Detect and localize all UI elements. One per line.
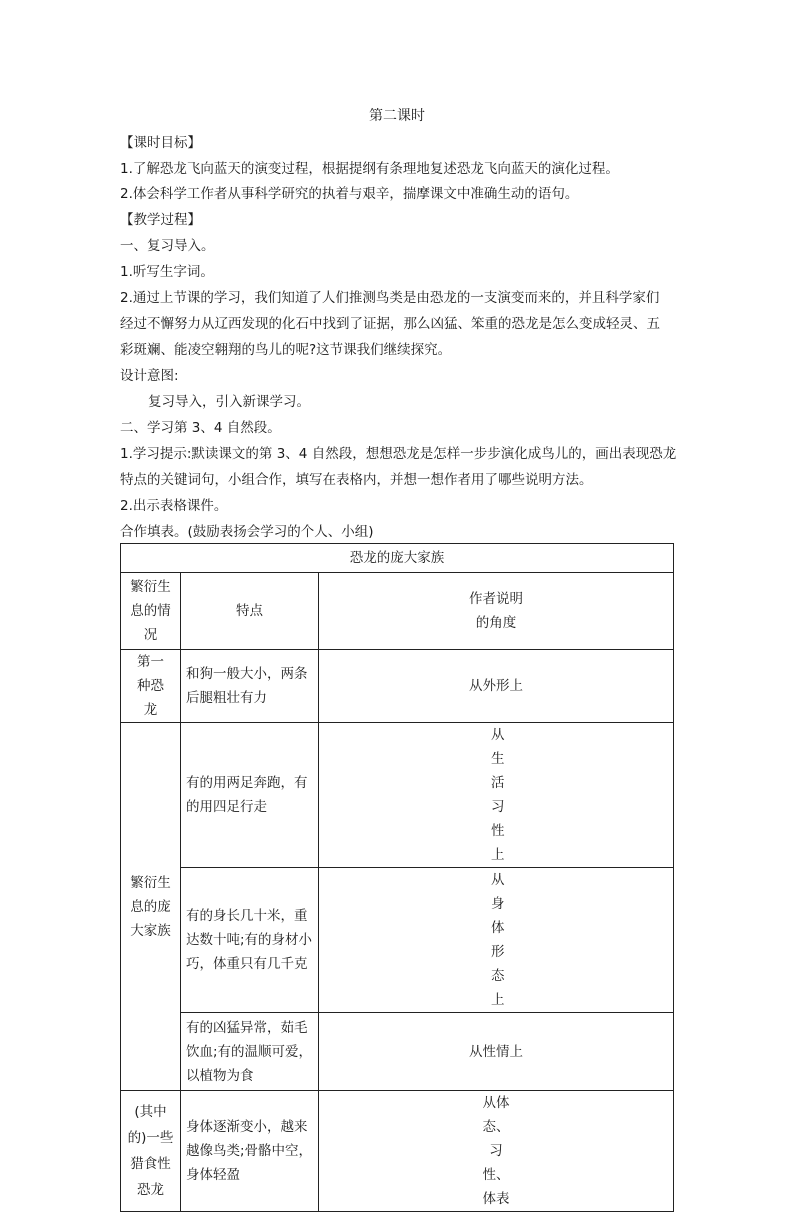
row-1-angle: 从外形上 <box>319 650 674 723</box>
step-heading-paragraphs: 二、学习第 3、4 自然段。 <box>120 420 281 436</box>
step-intro-line-2: 经过不懈努力从辽西发现的化石中找到了证据，那么凶猛、笨重的恐龙是怎么变成轻灵、五 <box>120 316 660 332</box>
row-5-feature: 身体逐渐变小，越来越像鸟类;骨骼中空，身体轻盈 <box>181 1091 319 1212</box>
header-feature: 特点 <box>181 573 319 650</box>
row-1-group: 第一种恐龙 <box>121 650 181 723</box>
step-heading-review: 一、复习导入。 <box>120 238 215 254</box>
row-2-group: 繁衍生息的庞大家族 <box>121 723 181 1091</box>
objective-2: 2.体会科学工作者从事科学研究的执着与艰辛，揣摩课文中准确生动的语句。 <box>120 186 579 202</box>
dinosaur-family-table <box>120 543 674 1212</box>
row-2-feature: 有的用两足奔跑，有的用四足行走 <box>181 723 319 868</box>
row-2-angle: 从生活习性上 <box>319 723 674 868</box>
step-dictation: 1.听写生字词。 <box>120 264 214 280</box>
design-intent-text: 复习导入，引入新课学习。 <box>148 394 310 410</box>
study-hint-line-1: 1.学习提示:默读课文的第 3、4 自然段，想想恐龙是怎样一步步演化成鸟儿的，画出表现恐龙 <box>120 446 677 462</box>
design-intent-label: 设计意图: <box>120 368 179 384</box>
cooperative-fill-table: 合作填表。(鼓励表扬会学习的个人、小组) <box>120 524 374 540</box>
row-3-angle: 从身体形态上 <box>319 868 674 1013</box>
study-hint-line-2: 特点的关键词句，小组合作，填写在表格内，并想一想作者用了哪些说明方法。 <box>120 472 593 488</box>
row-4-feature: 有的凶猛异常，茹毛饮血;有的温顺可爱，以植物为食 <box>181 1013 319 1091</box>
row-3-feature: 有的身长几十米，重达数十吨;有的身材小巧，体重只有几千克 <box>181 868 319 1013</box>
row-5-group: (其中的)一些猎食性恐龙 <box>121 1091 181 1212</box>
step-intro-line-1: 2.通过上节课的学习，我们知道了人们推测鸟类是由恐龙的一支演变而来的，并且科学家们 <box>120 290 660 306</box>
row-5-angle: 从体态、习性、体表 <box>319 1091 674 1212</box>
row-4-angle: 从性情上 <box>319 1013 674 1091</box>
table-caption: 恐龙的庞大家族 <box>121 544 674 573</box>
section-heading-objectives: 【课时目标】 <box>120 135 201 151</box>
objective-1: 1.了解恐龙飞向蓝天的演变过程，根据提纲有条理地复述恐龙飞向蓝天的演化过程。 <box>120 161 619 177</box>
header-situation: 繁衍生息的情况 <box>121 573 181 650</box>
section-heading-process: 【教学过程】 <box>120 212 201 228</box>
step-intro-line-3: 彩斑斓、能凌空翱翔的鸟儿的呢?这节课我们继续探究。 <box>120 342 452 358</box>
lesson-title: 第二课时 <box>369 108 425 124</box>
row-1-feature: 和狗一般大小，两条后腿粗壮有力 <box>181 650 319 723</box>
show-table-courseware: 2.出示表格课件。 <box>120 498 228 514</box>
header-angle: 作者说明的角度 <box>319 573 674 650</box>
